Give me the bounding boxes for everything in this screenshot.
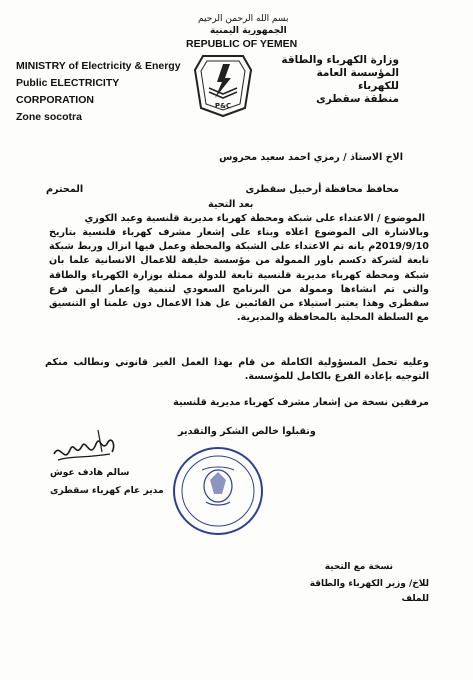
addressee-title: محافظ محافظة أرخبيل سقطرى [245, 184, 399, 195]
greeting: بعد التحية [208, 199, 254, 210]
corporation-logo [193, 52, 253, 118]
copies-recipient: للاخ/ وزير الكهرباء والطاقة [309, 579, 429, 589]
country-name-ar: الجمهورية اليمنية [210, 26, 287, 36]
ministry-en-line-3: Zone socotra [16, 111, 82, 123]
body-paragraph-1: وبالاشارة الى الموضوع اعلاه وبناء على إشعار مشرف كهرباء قلنسية بتاريخ 2019/9/10م بانه تم الاعتداء على الشبكة والمحطة وعمل فيها انزال وربط شبكة تابعة لشركة دكسم باور الممولة من مؤسسة خليفة للاعمال الانسانية علما بان شبكة ومحطة كهرباء مديرية قلنسية تابعة للدولة ممثلة بوزارة الكهرباء والطاقة والتي تم انشاءها وممولة من البرنامج السعودي لتنمية وإعمار اليمن فرع سقطرى وهذا يعتبر استيلاء من القائمين عل هذا الاعمال دون علمنا او التنسيق مع السلطة المحلية بالمحافظة والمديرية. [49, 227, 429, 324]
ministry-block-en [16, 58, 196, 126]
honorific: المحترم [46, 184, 84, 195]
copies-heading: نسخة مع التحية [324, 562, 393, 572]
ministry-ar-line-3: منطقة سقطرى [316, 93, 399, 105]
official-stamp [170, 444, 266, 538]
country-name-en: REPUBLIC OF YEMEN [186, 38, 298, 50]
ministry-en-line-1: MINISTRY of Electricity & Energy [16, 60, 181, 72]
ministry-block-ar [279, 54, 399, 106]
ministry-ar-line-1: وزارة الكهرباء والطاقة [281, 54, 399, 66]
body-paragraph-2: وعليه تحمل المسؤولية الكاملة من قام بهذا العمل الغير قانوني ونطالب منكم التوجيه بإعادة الفرع بالكامل للمؤسسة. [45, 357, 429, 383]
signatory-title: مدير عام كهرباء سقطرى [50, 485, 164, 496]
addressee: الاخ الاستاذ / رمزي احمد سعيد محروس [219, 152, 403, 163]
logo-text: P&C [214, 102, 232, 110]
enclosure-note: مرفقين نسخة من إشعار مشرف كهرباء مديرية قلنسية [173, 397, 429, 408]
copies-file: للملف [401, 594, 429, 604]
basmala: بسم الله الرحمن الرحيم [198, 14, 289, 24]
signatory-name: سالم هادف عوش [50, 467, 130, 478]
subject-line: الموضوع / الاعتداء على شبكة ومحطة كهرباء مديرية قلنسية وعبد الكوري [84, 213, 425, 224]
ministry-en-line-2: Public ELECTRICITY CORPORATION [16, 77, 120, 106]
handwritten-signature [50, 424, 120, 472]
ministry-ar-line-2: المؤسسة العامة للكهرباء [316, 67, 399, 92]
closing-line: وتقبلوا خالص الشكر والتقدير [178, 426, 316, 437]
